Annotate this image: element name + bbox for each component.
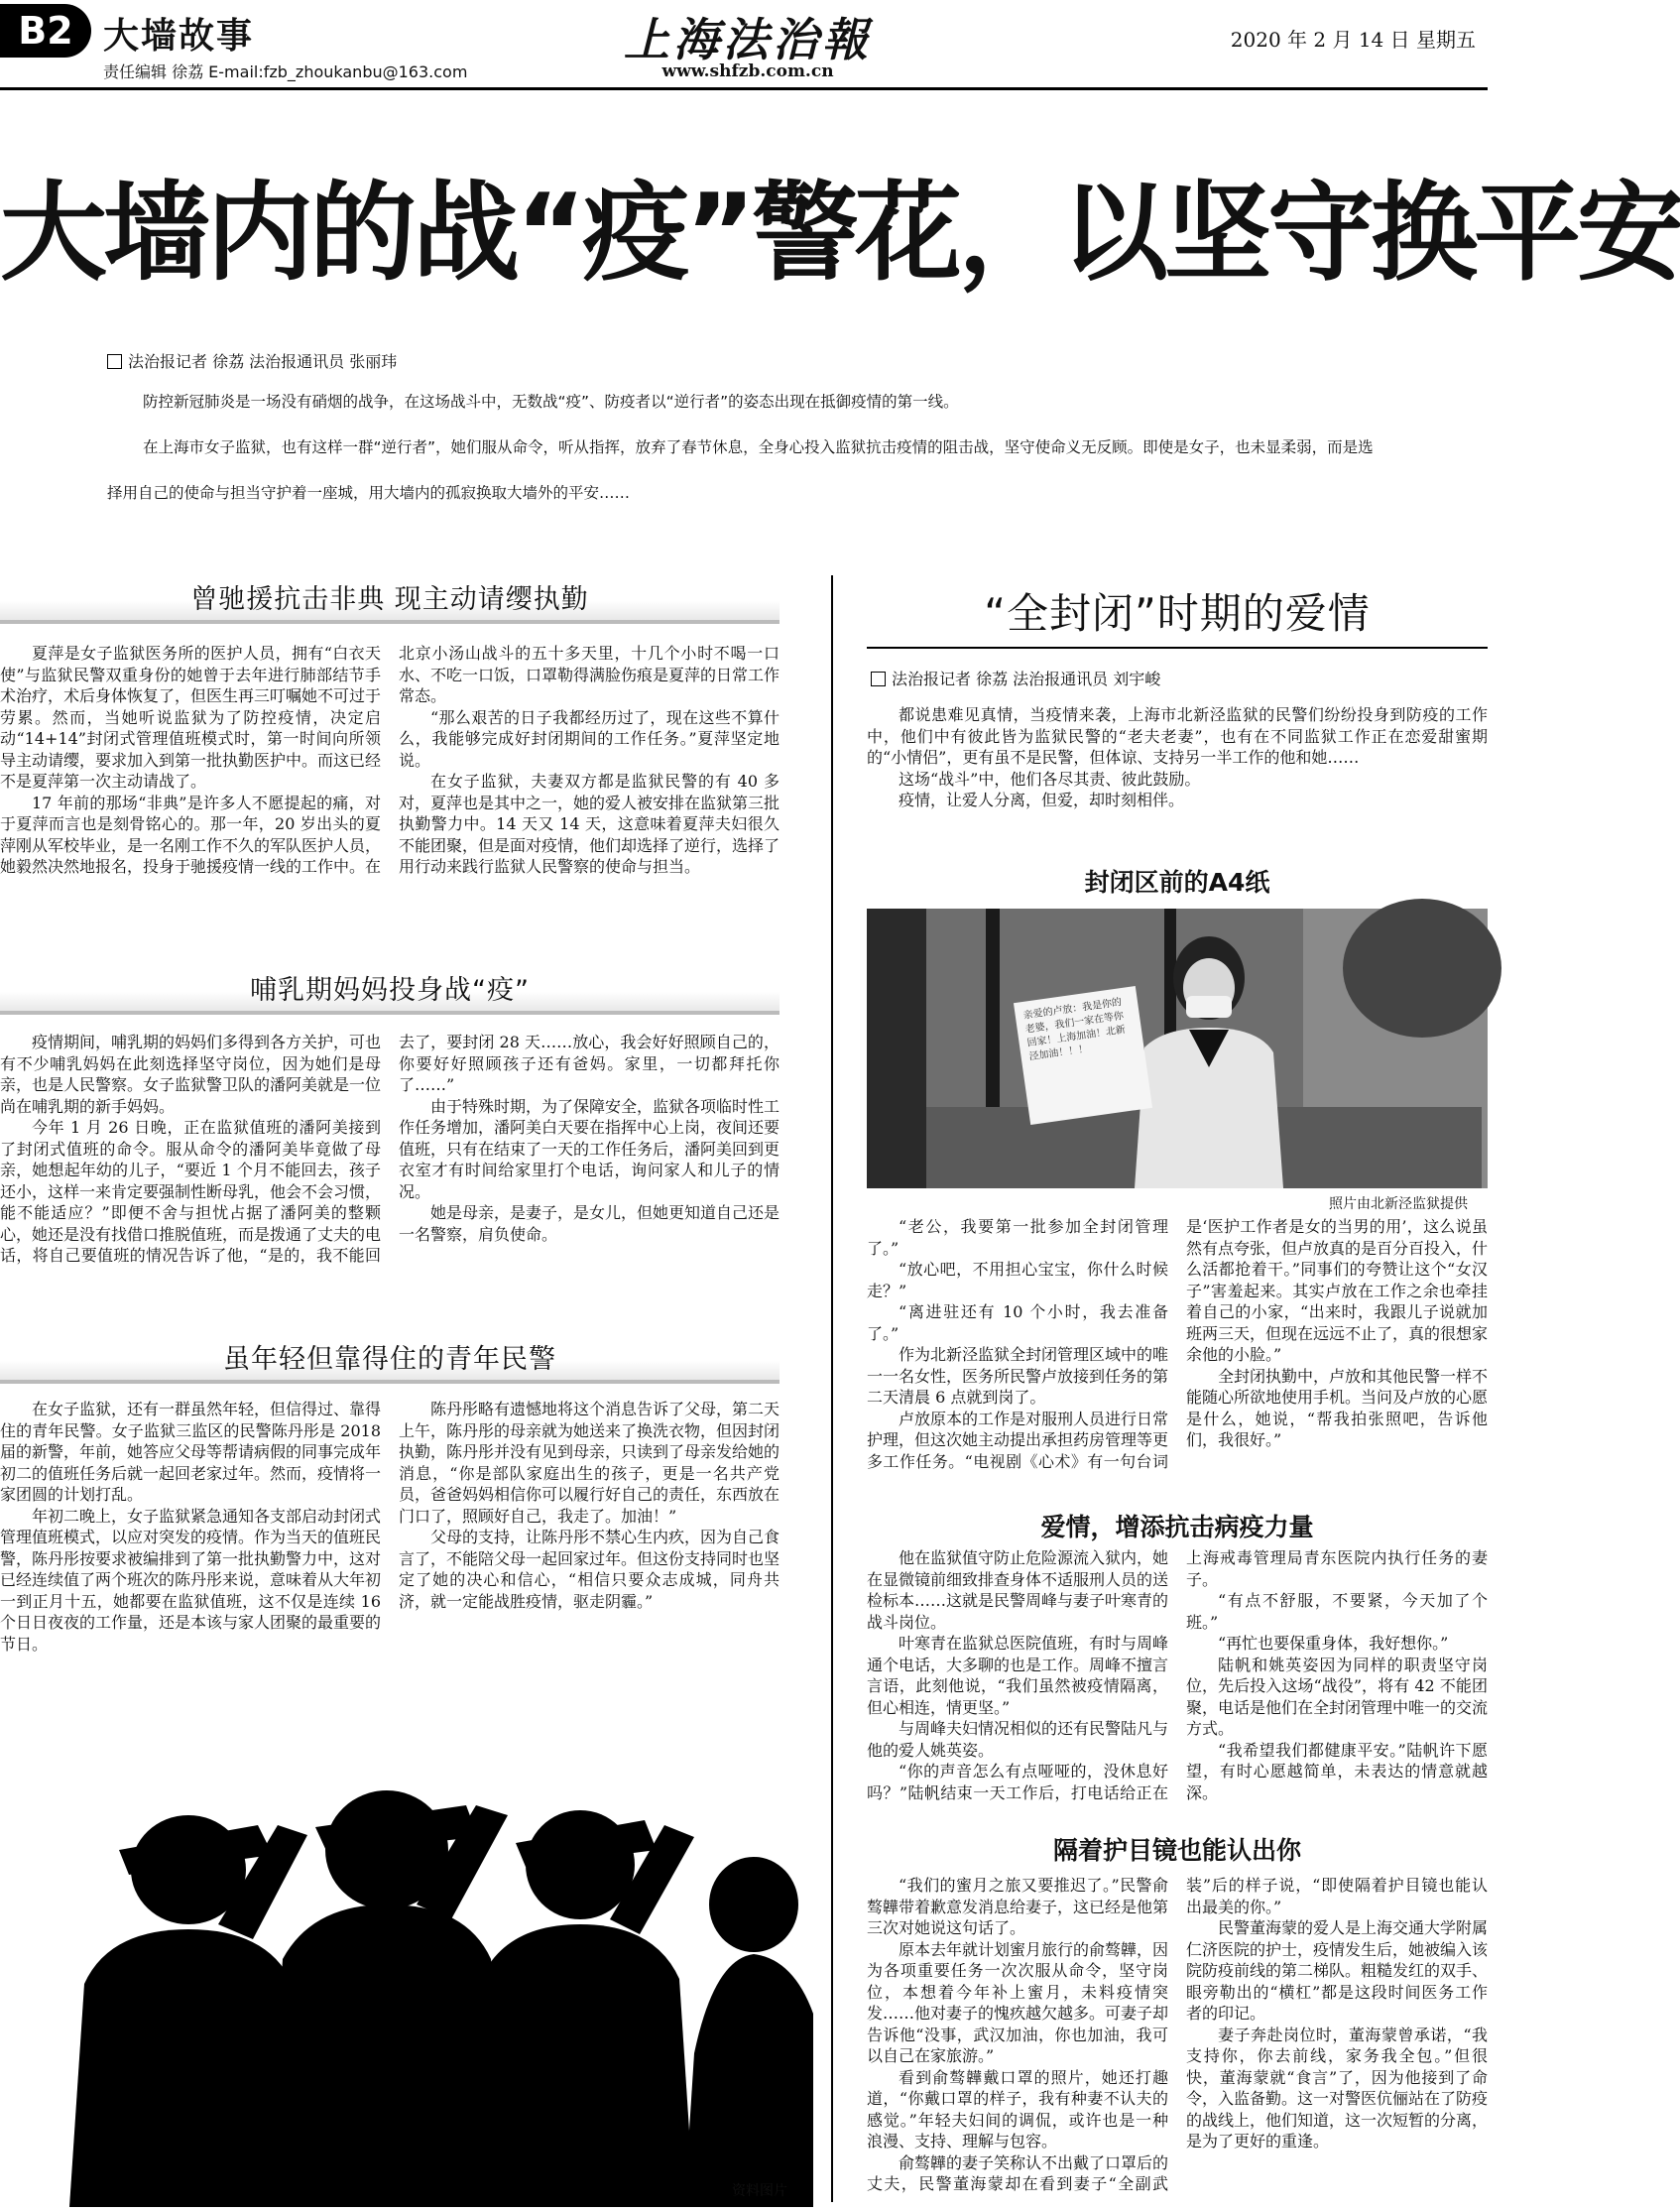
article-paragraph: “我们的蜜月之旅又要推迟了。”民警俞骜韡带着歉意发消息给妻子，这已经是他第三次对她说这句话了。 [867, 1876, 1169, 1937]
article-paragraph: 妻子奔赴岗位时，董海蒙曾承诺，“我支持你，你去前线，家务我全包。”但很快，董海蒙就“食言”了，因为他接到了命令，入监备勤。这一对警医伉俪站在了防疫的战线上，他们知道，这一次短暂的分离，是为了更好的重逢。 [1186, 2025, 1489, 2150]
left-subheading-1: 曾驰援抗击非典 现主动请缨执勤 [0, 577, 780, 624]
article-paragraph: “有点不舒服，不要紧，今天加了个班。” [1186, 1591, 1488, 1632]
silhouette-graphic [0, 1756, 813, 2207]
article-paragraph: 民警董海蒙的爱人是上海交通大学附属仁济医院的护士，疫情发生后，她被编入该院防疫前线的第二梯队。粗糙发红的双手、眼旁勒出的“横杠”都是这段时间医务工作者的印记。 [1186, 1918, 1489, 2023]
article-paragraph: 陆帆和姚英姿因为同样的职责坚守岗位，先后投入这场“战役”，将有 42 不能团聚，电话是他们在全封闭管理中唯一的交流方式。 [1186, 1655, 1489, 1738]
article-paragraph: 作为北新泾监狱全封闭管理区域中的唯一一名女性，医务所民警卢放接到任务的第二天清晨 6 点就到岗了。 [867, 1345, 1169, 1407]
header-rule [0, 87, 1488, 90]
article-paragraph: 由于特殊时期，为了保障安全，监狱各项临时性工作任务增加，潘阿美白天要在指挥中心上岗，夜间还要值班，只有在结束了一天的工作任务后，潘阿美回到更衣室才有时间给家里打个电话，询问家人和儿子的情况。 [399, 1096, 780, 1201]
silhouette-caption: 资料图片 [732, 2183, 787, 2199]
right-subheading-3: 隔着护目镜也能认出你 [1052, 1836, 1301, 1865]
article-paragraph: 原本去年就计划蜜月旅行的俞骜韡，因为各项重要任务一次次服从命令，坚守岗位，本想着今年补上蜜月，未料疫情突发……他对妻子的愧疚越欠越多。可妻子却告诉他“没事，武汉加油，你也加油，我可以自己在家旅游。” [867, 1939, 1169, 2065]
right-subheading-1: 封闭区前的A4纸 [1084, 868, 1270, 897]
newspaper-masthead: 上海法治報 [624, 13, 872, 66]
byline-box-icon [107, 354, 122, 369]
left-section-1-body [0, 643, 780, 954]
article-paragraph: “放心吧，不用担心宝宝，你什么时候走？” [867, 1260, 1168, 1300]
a4-sign-note: 亲爱的卢放：我是你的老婆，我们一家在等你回家！上海加油！北新泾加油！！！ [1014, 986, 1152, 1125]
saluting-officers-silhouette [0, 1756, 813, 2207]
main-byline [107, 349, 397, 372]
article-paragraph: 在女子监狱，夫妻双方都是监狱民警的有 40 多对，夏萍也是其中之一，她的爱人被安排在监狱第三批执勤警力中。14 天又 14 天，这意味着夏萍夫妇很久不能团聚，但是面对疫情，他们却选择了逆行，选择了用行动来践行监狱人民警察的使命与担当。 [399, 772, 780, 876]
main-byline-text: 法治报记者 徐荔 法治报通讯员 张丽玮 [128, 352, 398, 371]
byline-box-icon [871, 672, 886, 686]
editor-line: 责任编辑 徐荔 E-mail:fzb_zhoukanbu@163.com [103, 62, 468, 81]
right-byline-text: 法治报记者 徐荔 法治报通讯员 刘宇峻 [892, 670, 1161, 688]
website-link[interactable]: www.shfzb.com.cn [661, 61, 834, 81]
article-paragraph: 俞骜韡的妻子笑称认不出戴了口罩后的丈夫，民警董海蒙却在看到妻子“全副武装”后的样子说，“即使隔着护目镜也能认出最美的你。” [867, 1876, 1488, 2193]
article-paragraph: 今年 1 月 26 日晚，正在监狱值班的潘阿美接到了封闭式值班的命令。服从命令的潘阿美毕竟做了母亲，她想起年幼的儿子，“要近 1 个月不能回去，孩子还小，这样一来肯定要强制性断母乳，他会不会习惯，能不能适应？”即便不舍与担忧占据了潘阿美的整颗心，她还是没有找借口推脱值班，而是拨通了丈夫的电话，将自己要值班的情况告诉了他，“是的，我不能回去了，要封闭 28 天……放心，我会好好照顾自己的，你要好好照顾孩子还有爸妈。家里，一切都拜托你了……” [0, 1033, 780, 1265]
main-headline: 大墙内的战“疫”警花，以坚守换平安 [0, 172, 1680, 296]
right-byline [871, 667, 1160, 689]
article-paragraph: 陈丹彤略有遗憾地将这个消息告诉了父母，第二天上午，陈丹彤的母亲就为她送来了换洗衣物，但因封闭执勤，陈丹彤并没有见到母亲，只读到了母亲发给她的消息，“你是部队家庭出生的孩子，更是一名共产党员，爸爸妈妈相信你可以履行好自己的责任，东西放在门口了，照顾好自己，我走了。加油！” [399, 1400, 780, 1526]
article-paragraph: 全封闭执勤中，卢放和其他民警一样不能随心所欲地使用手机。当问及卢放的心愿是什么，她说，“帮我拍张照吧，告诉他们，我很好。” [1186, 1366, 1489, 1449]
right-intro [867, 704, 1488, 843]
issue-date: 2020 年 2 月 14 日 星期五 [1230, 28, 1476, 52]
right-section-1-body [867, 1216, 1488, 1502]
photo-caption: 照片由北新泾监狱提供 [1329, 1196, 1468, 1212]
photo-scene [867, 909, 1488, 1188]
column-divider [831, 575, 833, 2202]
article-paragraph: 年初二晚上，女子监狱紧急通知各支部启动封闭式管理值班模式，以应对突发的疫情。作为当天的值班民警，陈丹彤按要求被编排到了第一批执勤警力中，这对已经连续值了两个班次的陈丹彤来说，意味着从大年初一到正月十五，她都要在监狱值班，这不仅是连续 16 个日日夜夜的工作量，还是本该与家人团聚的最重要的节日。 [0, 1506, 382, 1654]
article-paragraph: 疫情，让爱人分离，但爱，却时刻相伴。 [899, 791, 1185, 809]
article-paragraph: “你的声音怎么有点哑哑的，没休息好吗？”陆帆结束一天工作后，打电话给正在上海戒毒管理局青东医院内执行任务的妻子。 [867, 1548, 1488, 1802]
article-paragraph: “再忙也要保重身体，我好想你。” [1218, 1634, 1449, 1653]
article-paragraph: 在女子监狱，还有一群虽然年轻，但信得过、靠得住的青年民警。女子监狱三监区的民警陈丹彤是 2018 届的新警，年前，她答应父母等帮请病假的同事完成年初二的值班任务后就一起回老家过年。然而，疫情将一家团圆的计划打乱。 [0, 1400, 382, 1504]
article-paragraph: 卢放原本的工作是对服刑人员进行日常护理，但这次她主动提出承担药房管理等更多工作任务。“电视剧《心术》有一句台词是‘医护工作者是女的当男的用’，这么说虽然有点夸张，但卢放真的是百分百投入，什么活都抢着干。”同事们的夸赞让这个“女汉子”害羞起来。其实卢放在工作之余也牵挂着自己的小家，“出来时，我跟儿子说就加班两三天，但现在远远不止了，真的很想家余他的小脸。” [867, 1217, 1489, 1471]
lead-paragraph-2: 在上海市女子监狱，也有这样一群“逆行者”，她们服从命令，听从指挥，放弃了春节休息，全身心投入监狱抗击疫情的阻击战，坚守使命义无反顾。即使是女子，也未显柔弱，而是选择用自己的使命与担当守护着一座城，用大墙内的孤寂换取大墙外的平安…… [107, 438, 1374, 502]
article-paragraph: 叶寒青在监狱总医院值班，有时与周峰通个电话，大多聊的也是工作。周峰不擅言言语，此刻他说，“我们虽然被疫情隔离，但心相连，情更坚。” [867, 1634, 1169, 1717]
right-article-title: “全封闭”时期的爱情 [984, 589, 1371, 638]
a4-sign-photo [867, 909, 1488, 1188]
right-section-2-body [867, 1547, 1488, 1821]
article-paragraph: “老公，我要第一批参加全封闭管理了。” [867, 1217, 1168, 1258]
right-subheading-2: 爱情，增添抗击病疫力量 [1040, 1513, 1314, 1541]
article-paragraph: “我希望我们都健康平安。”陆帆许下愿望，有时心愿越简单，未表达的情意就越深。 [1186, 1740, 1488, 1802]
article-paragraph: 都说患难见真情，当疫情来袭，上海市北新泾监狱的民警们纷纷投身到防疫的工作中，他们中有彼此皆为监狱民警的“老夫老妻”，也有在不同监狱工作正在恋爱甜蜜期的“小情侣”，更有虽不是民警，但体谅、支持另一半工作的他和她…… [867, 705, 1488, 767]
article-paragraph: 她是母亲，是妻子，是女儿，但她更知道自己还是一名警察，肩负使命。 [399, 1203, 780, 1244]
lead-paragraph-1: 防控新冠肺炎是一场没有硝烟的战争，在这场战斗中，无数战“疫”、防疫者以“逆行者”的姿态出现在抵御疫情的第一线。 [143, 393, 959, 411]
article-paragraph: 疫情期间，哺乳期的妈妈们多得到各方关护，可也有不少哺乳妈妈在此刻选择坚守岗位，因为她们是母亲，也是人民警察。女子监狱警卫队的潘阿美就是一位尚在哺乳期的新手妈妈。 [0, 1033, 382, 1116]
left-subheading-3: 虽年轻但靠得住的青年民警 [0, 1337, 780, 1384]
left-section-2-body [0, 1032, 780, 1325]
article-paragraph: 这场“战斗”中，他们各尽其责、彼此鼓励。 [899, 769, 1201, 789]
article-paragraph: 与周峰夫妇情况相似的还有民警陆凡与他的爱人姚英姿。 [867, 1719, 1169, 1760]
article-paragraph: 父母的支持，让陈丹彤不禁心生内疚，因为自己食言了，不能陪父母一起回家过年。但这份支持同时也坚定了她的决心和信心，“相信只要众志成城，同舟共济，就一定能战胜疫情，驱走阴霾。” [399, 1528, 780, 1611]
article-paragraph: “那么艰苦的日子我都经历过了，现在这些不算什么，我能够完成好封闭期间的工作任务。”夏萍坚定地说。 [399, 707, 780, 770]
article-paragraph: “离进驻还有 10 个小时，我去准备了。” [867, 1302, 1168, 1343]
article-paragraph: 17 年前的那场“非典”是许多人不愿提起的痛，对于夏萍而言也是刻骨铭心的。那一年，20 岁出头的夏萍刚从军校毕业，是一名刚工作不久的军队医护人员，她毅然决然地报名，投身于驰援疫情一线的工作中。在北京小汤山战斗的五十多天里，十几个小时不喝一口水、不吃一口饭，口罩勒得满脸伤痕是夏萍的日常工作常态。 [0, 644, 780, 876]
right-title-rule [867, 647, 1488, 649]
right-section-3-body [867, 1875, 1488, 2206]
article-paragraph: 他在监狱值守防止危险源流入狱内，她在显微镜前细致排查身体不适服刑人员的送检标本……这就是民警周峰与妻子叶寒青的战斗岗位。 [867, 1548, 1169, 1632]
page-badge: B2 [0, 4, 91, 58]
left-subheading-2: 哺乳期妈妈投身战“疫” [0, 968, 780, 1015]
article-paragraph: 看到俞骜韡戴口罩的照片，她还打趣道，“你戴口罩的样子，我有种妻不认夫的感觉。”年轻夫妇间的调侃，或许也是一种浪漫、支持、理解与包容。 [867, 2067, 1168, 2150]
section-title: 大墙故事 [103, 16, 255, 57]
left-section-3-body [0, 1399, 780, 1751]
article-paragraph: 夏萍是女子监狱医务所的医护人员，拥有“白衣天使”与监狱民警双重身份的她曾于去年进行肺部结节手术治疗，术后身体恢复了，但医生再三叮嘱她不可过于劳累。然而，当她听说监狱为了防控疫情，决定启动“14+14”封闭式管理值班模式时，第一时间向所领导主动请缨，要求加入到第一批执勤医护中。而这已经不是夏萍第一次主动请战了。 [0, 644, 382, 791]
